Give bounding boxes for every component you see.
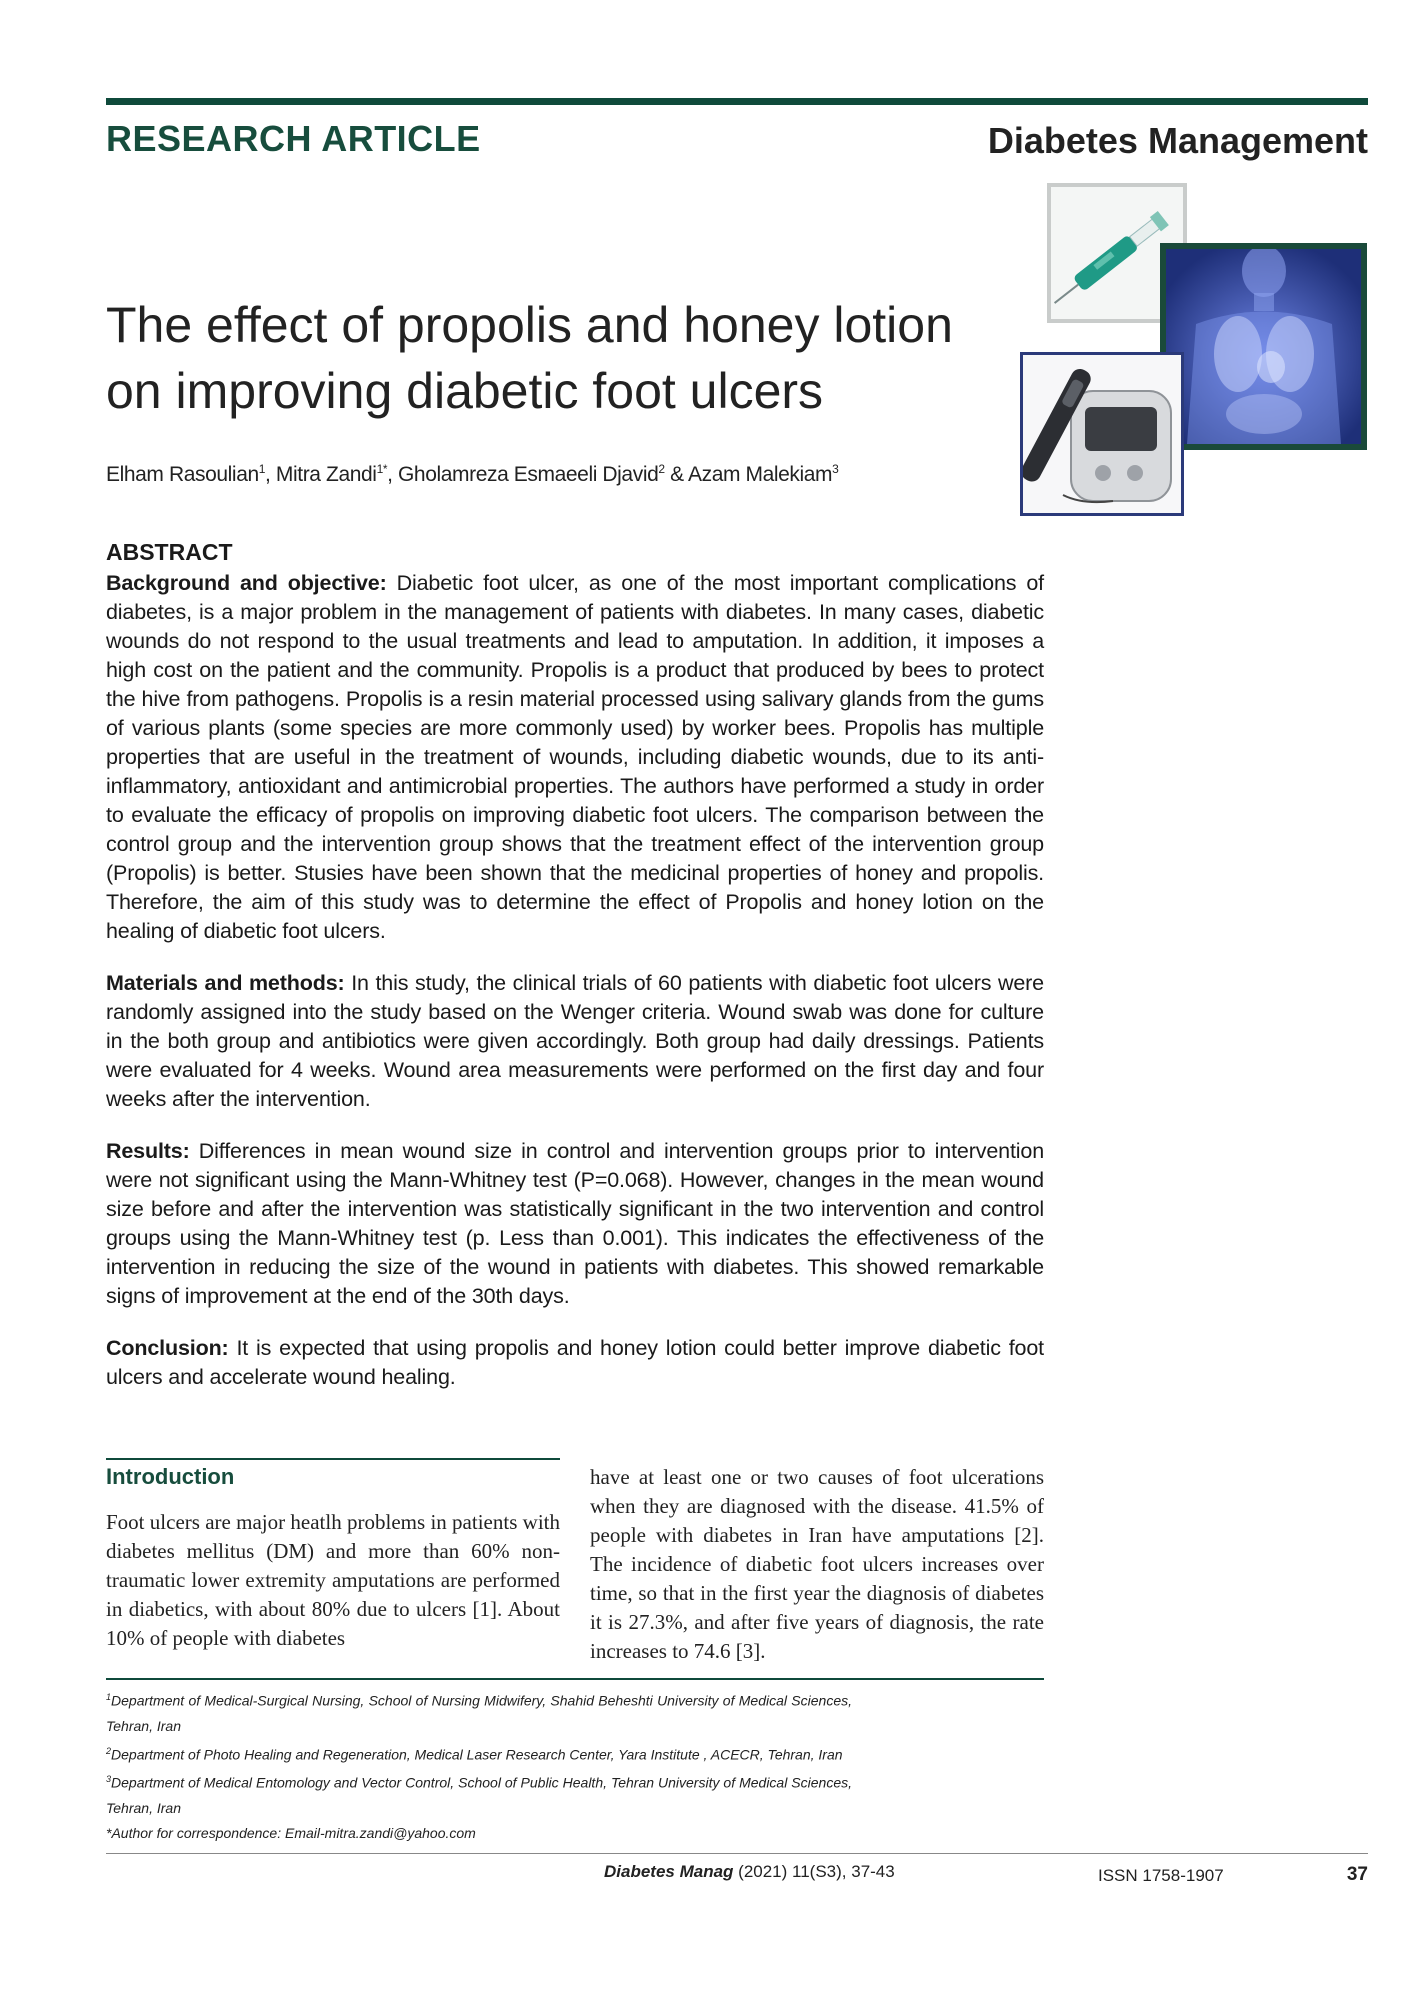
author-list (106, 462, 838, 487)
introduction-heading: Introduction (106, 1464, 235, 1489)
author-name: Azam Malekiam (687, 463, 833, 486)
footnote-mark: 3 (106, 1774, 112, 1785)
page-number: 37 (1346, 1864, 1368, 1885)
footnote-mark: 2 (106, 1745, 112, 1756)
introduction-rule (106, 1458, 560, 1460)
abstract-section-label: Materials and methods: (106, 971, 345, 995)
abstract-background (106, 569, 1044, 946)
footnote-correspondence (106, 1821, 852, 1846)
glucometer-image (1020, 352, 1184, 516)
header-rule (106, 98, 1368, 105)
abstract-methods (106, 969, 1044, 1114)
abstract-section-text: Diabetic foot ulcer, as one of the most important complications of diabetes, is a major problem in the management of patients with diabetes. In many cases, diabetic wounds do not respond to the usual treatments and lead to amputation. In addition, it imposes a high cost on the patient and the community. Propolis is a product that produced by bees to protect the hive from pathogens. Propolis is a resin material processed using salivary glands from the gums of various plants (some species are more commonly used) by worker bees. Propolis has multiple properties that are useful in the treatment of wounds, including diabetic wounds, due to its anti-inflammatory, antioxidant and antimicrobial properties. The authors have performed a study in order to evaluate the efficacy of propolis on improving diabetic foot ulcers. The comparison between the control group and the intervention group shows that the treatment effect of the intervention group (Propolis) is better. Stusies have been shown that the medicinal properties of honey and propolis. Therefore, the aim of this study was to determine the effect of Propolis and honey lotion on the healing of diabetic foot ulcers. (106, 571, 1044, 943)
abstract-section-text: In this study, the clinical trials of 60 patients with diabetic foot ulcers were randomly assigned into the study based on the Wenger criteria. Wound swab was done for culture in the both group and antibiotics were given accordingly. Both group had daily dressings. Patients were evaluated for 4 weeks. Wound area measurements were performed on the first day and four weeks after the intervention. (106, 971, 1044, 1111)
author-name: Mitra Zandi (275, 463, 377, 486)
footnote-text: Department of Medical Entomology and Vector Control, School of Public Health, Tehran University of Medical Sciences, Tehran, Iran (106, 1774, 852, 1816)
issn: ISSN 1758-1907 (1098, 1866, 1224, 1885)
abstract-section-label: Results: (106, 1139, 190, 1163)
introduction-right-column: have at least one or two causes of foot ulcerations when they are diagnosed with the disease. 41.5% of people with diabetes in Iran have amputations [2]. The incidence of diabetic foot ulcers increases over time, so that in the first year the diagnosis of diabetes it is 27.3%, and after five years of diagnosis, the rate increases to 74.6 [3]. (590, 1465, 1044, 1663)
journal-citation (604, 1862, 895, 1882)
author-separator: & (664, 463, 688, 486)
author-name: Gholamreza Esmaeeli Djavid (397, 463, 659, 486)
footnote-rule (106, 1678, 1044, 1680)
footnote-mark: 1 (106, 1692, 112, 1702)
footnote-text: Department of Photo Healing and Regeneration, Medical Laser Research Center, Yara Institute , ACECR, Tehran, Iran (111, 1746, 843, 1763)
abstract-section-text: It is expected that using propolis and honey lotion could better improve diabetic foot ulcers and accelerate wound healing. (106, 1336, 1044, 1389)
section-label: RESEARCH ARTICLE (106, 118, 481, 159)
footer-rule (106, 1853, 1368, 1854)
abstract-heading: ABSTRACT (106, 539, 233, 565)
author-separator: , (265, 463, 276, 486)
journal-abbrev: Diabetes Manag (604, 1862, 734, 1881)
abstract-results (106, 1137, 1044, 1311)
author-separator: , (387, 463, 398, 486)
journal-name: Diabetes Management (987, 120, 1368, 161)
citation-details: (2021) 11(S3), 37-43 (733, 1862, 895, 1881)
abstract-section-label: Conclusion: (106, 1336, 229, 1360)
human-anatomy-image (1160, 243, 1367, 450)
abstract-section-label: Background and objective: (106, 571, 387, 595)
footnote-affiliation-3 (106, 1767, 852, 1821)
abstract-section-text: Differences in mean wound size in control and intervention groups prior to intervention were not significant using the Mann-Whitney test (P=0.068). However, changes in the mean wound size before and after the intervention was statistically significant in the two intervention and control groups using the Mann-Whitney test (p. Less than 0.001). This indicates the effectiveness of the intervention in reducing the size of the wound in patients with diabetes. This showed remarkable signs of improvement at the end of the 30th days. (106, 1139, 1045, 1308)
author-affiliation: 1* (376, 462, 388, 476)
article-title: The effect of propolis and honey lotion on improving diabetic foot ulcers (106, 297, 953, 419)
author-affiliation: 1 (258, 462, 266, 476)
abstract-conclusion (106, 1334, 1044, 1392)
footnote-affiliation-2 (106, 1739, 852, 1768)
footnote-text: *Author for correspondence: Email-mitra.zandi@yahoo.com (106, 1824, 476, 1841)
footnote-affiliation-1 (106, 1685, 852, 1739)
footnote-text: Department of Medical-Surgical Nursing, School of Nursing Midwifery, Shahid Beheshti University of Medical Sciences, Tehran, Iran (106, 1692, 852, 1734)
author-name: Elham Rasoulian (106, 463, 259, 486)
author-affiliation: 3 (832, 462, 839, 476)
introduction-left-column: Foot ulcers are major heatlh problems in patients with diabetes mellitus (DM) and more than 60% non-traumatic lower extremity amputations are performed in diabetics, with about 80% due to ulcers [1]. About 10% of people with diabetes (106, 1510, 560, 1650)
author-affiliation: 2 (658, 462, 665, 476)
footnotes (106, 1685, 852, 1846)
abstract (106, 538, 1044, 1415)
